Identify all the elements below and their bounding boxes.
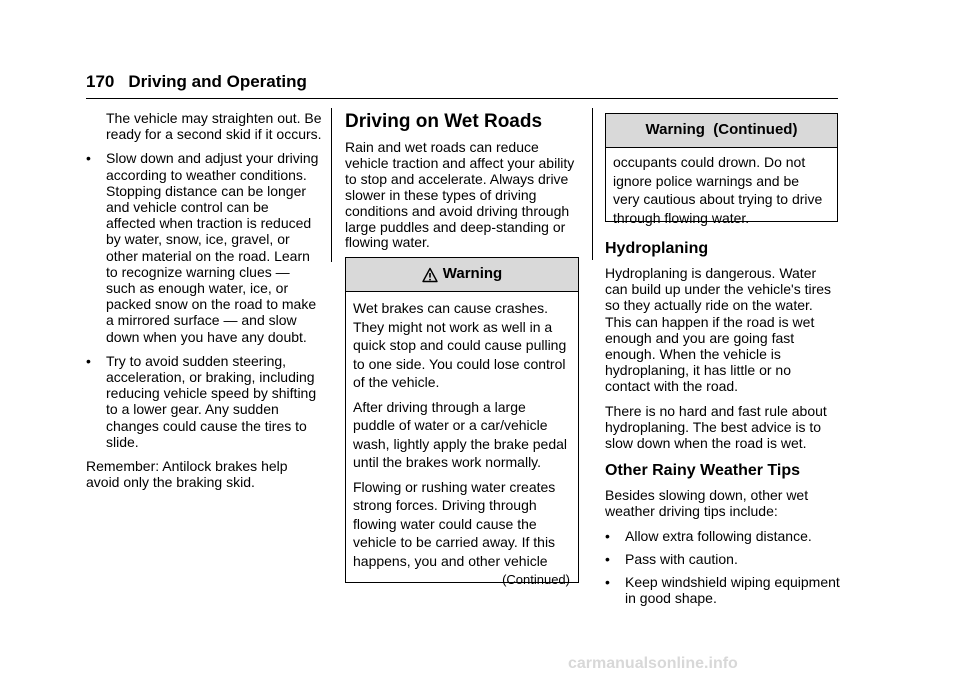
header-rule — [86, 98, 838, 99]
warning-header — [346, 258, 578, 292]
hydroplaning-advice: There is no hard and fast rule about hydroplaning. The best advice is to slow down when the road is wet. — [605, 402, 827, 452]
warning-triangle-icon — [422, 267, 438, 283]
list-item-text: Try to avoid sudden steering, acceleration, or braking, including reducing vehicle speed by shifting to a lower gear. Any sudden changes could cause the tires to slide. — [106, 352, 317, 450]
warning-box — [345, 257, 579, 587]
list-item — [605, 551, 840, 567]
column-1 — [86, 110, 322, 490]
bullet-marker: • — [605, 550, 610, 567]
warning-header — [606, 114, 837, 148]
list-item-text: Allow extra following distance. — [625, 527, 812, 544]
list-item — [86, 353, 322, 450]
hydroplaning-text: Hydroplaning is dangerous. Water can build up under the vehicle's tires so they actually ride on the water. This can happen if the road is wet enough and you are going fast enough. When the vehicle is hydroplaning, it has little or no contact with the road. — [605, 265, 832, 395]
warning-paragraph: After driving through a large puddle of water or a car/vehicle wash, lightly apply the brake pedal until the brakes work normally. — [353, 398, 568, 470]
column-2 — [345, 111, 579, 251]
warning-title: Warning (Continued) — [645, 121, 798, 139]
bullet-marker: • — [86, 352, 91, 369]
column-divider-right — [592, 108, 593, 260]
list-item-text: Keep windshield wiping equipment in good shape. — [625, 574, 840, 607]
rainy-tips-intro: Besides slowing down, other wet weather driving tips include: — [605, 487, 809, 520]
warning-box-continued — [605, 113, 838, 226]
list-item — [86, 150, 322, 344]
warning-paragraph: Flowing or rushing water creates strong forces. Driving through flowing water could cause the vehicle to be carried away. If this happens, you and other vehicle — [353, 478, 556, 569]
hydroplaning-heading: Hydroplaning — [605, 240, 709, 257]
warning-body — [606, 148, 837, 227]
wet-roads-intro: Rain and wet roads can reduce vehicle traction and affect your ability to stop and accelerate. Always drive slower in these types of driving conditions and avoid driving through large puddles and deep-standing or flowing water. — [345, 139, 575, 251]
bullet-marker: • — [605, 527, 610, 544]
column-divider-left — [331, 108, 332, 262]
section-heading: Driving on Wet Roads — [345, 111, 543, 132]
continued-label: (Continued) — [502, 572, 570, 587]
warning-paragraph: occupants could drown. Do not ignore police warnings and be very cautious about trying to drive through flowing water. — [613, 154, 823, 226]
rainy-tips-heading: Other Rainy Weather Tips — [605, 462, 801, 480]
bullet-marker: • — [605, 574, 610, 591]
section-title: Driving and Operating — [128, 72, 307, 91]
warning-title: Warning — [442, 265, 503, 283]
list-item-text: Slow down and adjust your driving according to weather conditions. Stopping distance can be longer and vehicle control can be affected when traction is reduced by water, snow, ice, gravel, or other material on the road. Learn to recognize warning clues — such as enough water, ice, or packed snow on the road to make a mirrored surface — and slow down when you have any doubt. — [106, 150, 319, 345]
list-item — [605, 528, 840, 544]
page-header — [86, 72, 307, 92]
page-number: 170 — [86, 72, 115, 91]
list-item-text: Pass with caution. — [625, 550, 738, 567]
bullet-marker: • — [86, 150, 91, 167]
warning-paragraph: Wet brakes can cause crashes. They might not work as well in a quick stop and could cause pulling to one side. You could lose control of the vehicle. — [353, 300, 567, 390]
skid-continuation: The vehicle may straighten out. Be ready for a second skid if it occurs. — [106, 110, 322, 143]
column-3 — [605, 239, 840, 606]
site-watermark: carmanualsonline.info — [568, 655, 738, 672]
warning-body — [346, 292, 578, 590]
antilock-note: Remember: Antilock brakes help avoid only the braking skid. — [86, 458, 288, 491]
list-item — [605, 574, 840, 606]
